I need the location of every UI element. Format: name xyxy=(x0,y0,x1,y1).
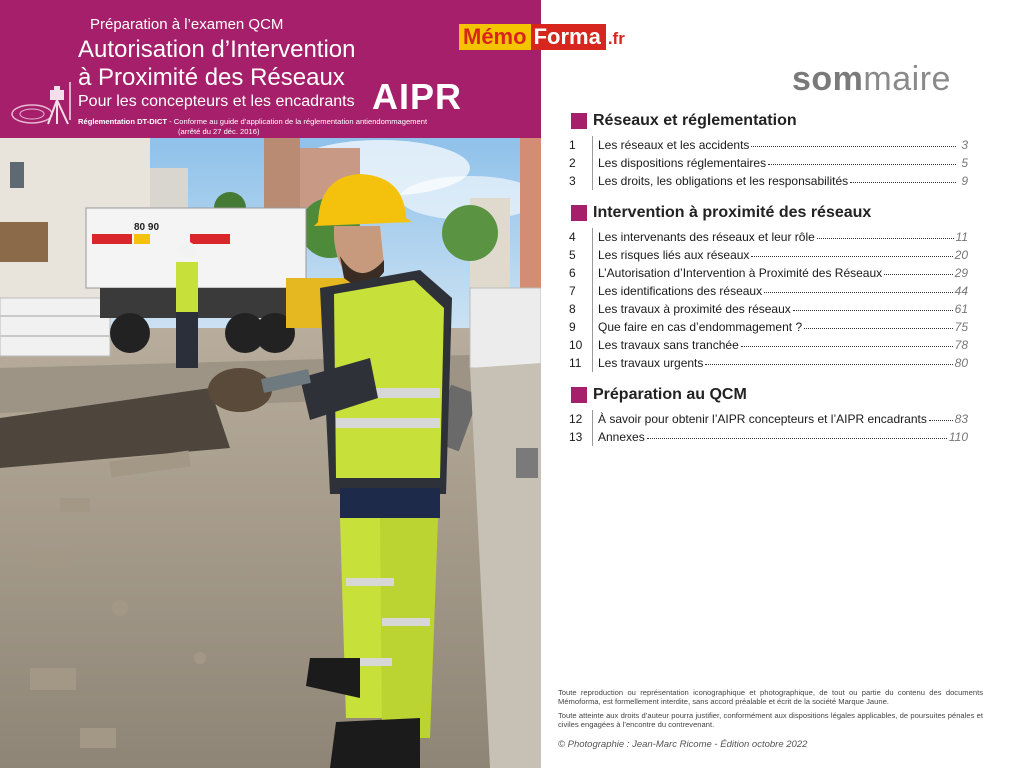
toc-entry[interactable] xyxy=(566,154,968,172)
toc-divider xyxy=(592,154,593,172)
section-square-icon xyxy=(571,205,587,221)
toc-leader xyxy=(705,357,952,365)
toc-label: Les risques liés aux réseaux xyxy=(598,248,750,262)
toc-number: 5 xyxy=(569,248,576,262)
cover-kicker: Préparation à l’examen QCM xyxy=(90,16,284,33)
toc-entry[interactable] xyxy=(566,410,968,428)
cover-audience: Pour les concepteurs et les encadrants xyxy=(78,93,355,110)
toc-number: 10 xyxy=(569,338,583,352)
toc-number: 11 xyxy=(569,356,582,370)
toc-leader xyxy=(751,139,956,147)
toc-entry[interactable] xyxy=(566,300,968,318)
toc-page: 20 xyxy=(954,248,968,262)
toc-label: Les droits, les obligations et les responsabilités xyxy=(598,174,849,188)
toc-entry[interactable] xyxy=(566,354,968,372)
toc-divider xyxy=(592,428,593,446)
toc-leader xyxy=(793,303,953,311)
toc-page: 11 xyxy=(955,230,968,244)
boot-right xyxy=(330,718,420,768)
toc-entry[interactable] xyxy=(566,246,968,264)
cover-title xyxy=(78,36,356,92)
photo-credit: © Photographie : Jean-Marc Ricome - Édition octobre 2022 xyxy=(558,739,808,750)
toc-entry[interactable] xyxy=(566,282,968,300)
toc-label: Les identifications des réseaux xyxy=(598,284,763,298)
toc-page: 5 xyxy=(961,156,968,170)
toc-page: 3 xyxy=(961,138,968,152)
toc-number: 9 xyxy=(569,320,576,334)
toc-label: Les travaux sans tranchée xyxy=(598,338,739,352)
toc-number: 12 xyxy=(569,412,583,426)
toc-label: Les intervenants des réseaux et leur rôle xyxy=(598,230,815,244)
toc-entry[interactable] xyxy=(566,336,968,354)
toc-label: Les travaux à proximité des réseaux xyxy=(598,302,791,316)
toc-page: 9 xyxy=(961,174,968,188)
toc-leader xyxy=(741,339,953,347)
toc-number: 4 xyxy=(569,230,576,244)
toc-divider xyxy=(592,228,593,246)
cover-photo xyxy=(0,138,541,768)
section-title: Préparation au QCM xyxy=(593,386,747,403)
section-square-icon xyxy=(571,113,587,129)
toc-leader xyxy=(884,267,952,275)
toc-entry[interactable] xyxy=(566,228,968,246)
logo-part2: Forma xyxy=(531,24,606,50)
section-square-icon xyxy=(571,387,587,403)
toc-leader xyxy=(751,249,952,257)
toc-leader xyxy=(764,285,953,293)
toc-divider xyxy=(592,282,593,300)
toc-page: 83 xyxy=(954,412,968,426)
cover-banner xyxy=(0,0,541,138)
cover-regulation xyxy=(78,117,427,126)
toc-leader xyxy=(850,175,956,183)
section-heading xyxy=(571,386,747,404)
toc-number: 3 xyxy=(569,174,576,188)
toc-label: Les travaux urgents xyxy=(598,356,704,370)
toc-entry[interactable] xyxy=(566,136,968,154)
toc-divider xyxy=(592,172,593,190)
toc-number: 1 xyxy=(569,138,576,152)
logo-part1: Mémo xyxy=(459,24,531,50)
truck-plate: 80 90 xyxy=(134,222,160,233)
toc-page: 44 xyxy=(954,284,968,298)
toc-entry[interactable] xyxy=(566,264,968,282)
sommaire-title-rest: maire xyxy=(863,60,951,98)
toc-label: Annexes xyxy=(598,430,645,444)
section-title: Intervention à proximité des réseaux xyxy=(593,204,872,221)
toc-label: Les réseaux et les accidents xyxy=(598,138,750,152)
toc-leader xyxy=(929,413,953,421)
surveyor-instrument-icon xyxy=(10,80,80,126)
toc-divider xyxy=(592,136,593,154)
toc-leader xyxy=(804,321,953,329)
toc-divider xyxy=(592,410,593,428)
toc-divider xyxy=(592,318,593,336)
section-heading xyxy=(571,204,871,222)
toc-number: 6 xyxy=(569,266,576,280)
sommaire-title xyxy=(792,60,951,99)
cover-acronym: AIPR xyxy=(372,76,463,117)
cover-title-line1: Autorisation d’Intervention xyxy=(78,36,356,63)
toc-divider xyxy=(592,300,593,318)
toc-page: 29 xyxy=(954,266,968,280)
toc-divider xyxy=(592,354,593,372)
toc-number: 8 xyxy=(569,302,576,316)
sommaire-title-bold: som xyxy=(792,60,864,98)
toc-page: 80 xyxy=(954,356,968,370)
logo-extension: .fr xyxy=(607,29,625,48)
toc-page: 61 xyxy=(954,302,968,316)
toc-label: L’Autorisation d’Intervention à Proximité des Réseaux xyxy=(598,266,883,280)
safety-barrier xyxy=(0,298,110,356)
regulation-bold: Réglementation DT-DICT xyxy=(78,117,168,126)
toc-entry[interactable] xyxy=(566,318,968,336)
section-title: Réseaux et réglementation xyxy=(593,112,797,129)
toc-leader xyxy=(647,431,947,439)
toc-label: À savoir pour obtenir l’AIPR concepteurs et l’AIPR encadrants xyxy=(598,412,927,426)
toc-entry[interactable] xyxy=(566,172,968,190)
regulation-text: - Conforme au guide d’application de la réglementation antiendommagement xyxy=(167,117,428,126)
cover-regulation-date: (arrêté du 27 déc. 2016) xyxy=(178,127,260,136)
cover-title-line2: à Proximité des Réseaux xyxy=(78,64,345,91)
legal-notice-rights: Toute atteinte aux droits d’auteur pourra justifier, conformément aux dispositions légales applicables, de poursuites pénales et civiles engagées à l’encontre du contrevenant. xyxy=(558,711,983,729)
toc-page: 110 xyxy=(948,430,968,444)
section-heading xyxy=(571,112,797,130)
toc-leader xyxy=(817,231,954,239)
toc-divider xyxy=(592,246,593,264)
toc-label: Les dispositions réglementaires xyxy=(598,156,767,170)
toc-label: Que faire en cas d’endommagement ? xyxy=(598,320,803,334)
toc-divider xyxy=(592,336,593,354)
toc-number: 7 xyxy=(569,284,576,298)
toc-entry[interactable] xyxy=(566,428,968,446)
legal-notice-copyright: Toute reproduction ou représentation iconographique et photographique, de tout ou partie du contenu des documents Mémoforma, est formellement interdite, sans accord préalable et écrit de la société Marque Jaune. xyxy=(558,688,983,706)
memoforma-logo xyxy=(459,24,625,52)
toc-page: 75 xyxy=(954,320,968,334)
manhole-cover xyxy=(208,368,272,412)
toc-page: 78 xyxy=(954,338,968,352)
toc-number: 2 xyxy=(569,156,576,170)
toc-leader xyxy=(768,157,956,165)
toc-divider xyxy=(592,264,593,282)
toc-number: 13 xyxy=(569,430,583,444)
